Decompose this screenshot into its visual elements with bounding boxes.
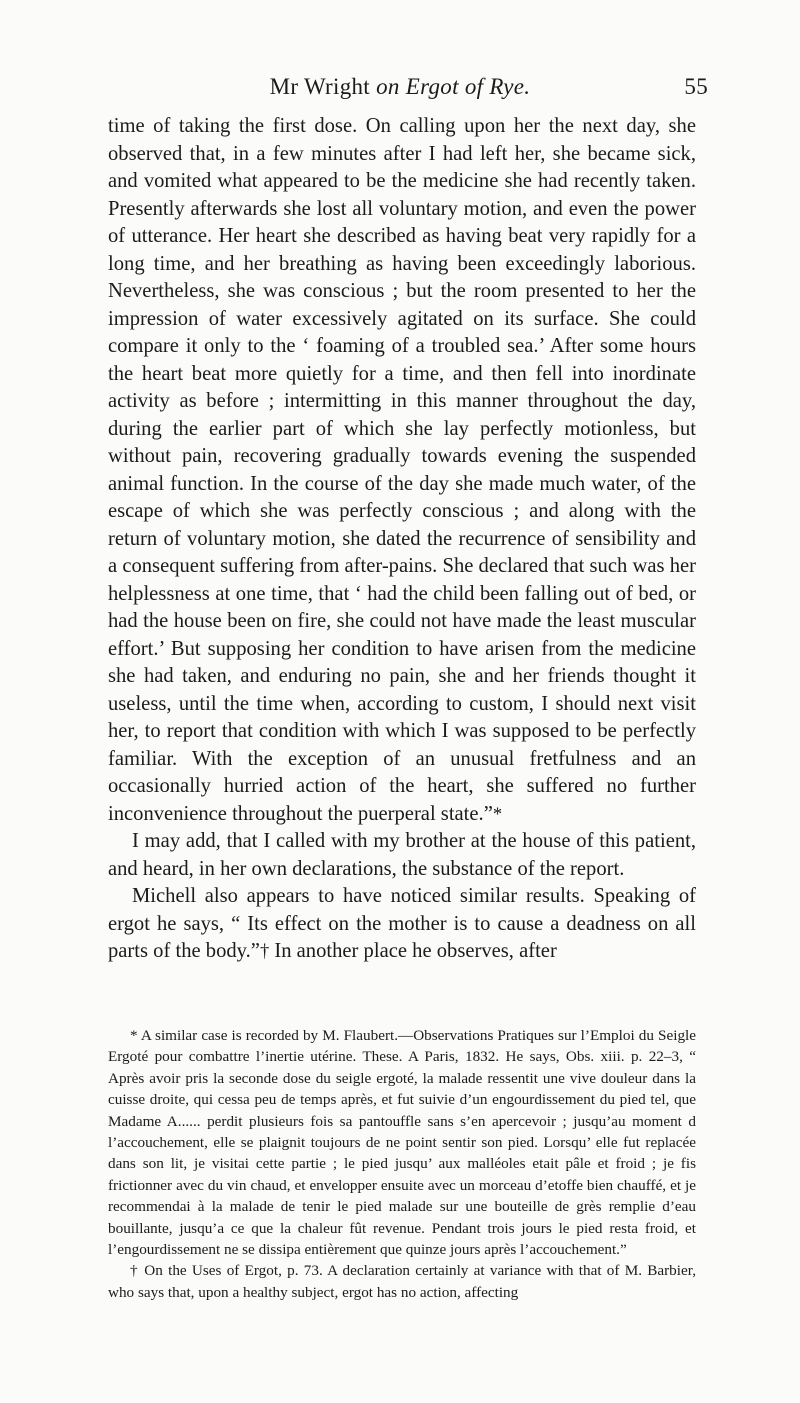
footnote-ref-2: † [259, 941, 270, 962]
footnotes [108, 1025, 696, 1303]
footnote-ref-1: * [492, 803, 503, 825]
paragraph-3-text-b: In another place he observes, after [269, 940, 557, 962]
paragraph-1 [108, 113, 696, 828]
running-head-on: on [376, 74, 400, 99]
running-head [0, 74, 800, 100]
paragraph-1-text: time of taking the first dose. On calling upon her the next day, she observed that, in a few minutes after I had left her, she became sick, and vomited what appeared to be the medicine she had recently taken. Presently afterwards she lost all voluntary motion, and even the power of utterance. Her heart she described as having beat very rapidly for a long time, and her breathing as having been exceedingly laborious. Nevertheless, she was conscious ; but the room presented to her the impression of water excessively agitated on its surface. She could compare it only to the ‘ foaming of a troubled sea.’ After some hours the heart beat more quietly for a time, and then fell into inordinate activity as before ; intermitting in this manner throughout the day, during the earlier part of which she lay perfectly motionless, but without pain, recovering gradually towards evening the suspended animal function. In the course of the day she made much water, of the escape of which she was perfectly conscious ; and along with the return of voluntary motion, she dated the recurrence of sensibility and a consequent suffering from after-pains. She declared that such was her helplessness at one time, that ‘ had the child been falling out of bed, or had the house been on fire, she could not have made the least muscular effort.’ But supposing her condition to have arisen from the medicine she had taken, and enduring no pain, she and her friends thought it useless, until the time when, according to custom, I should next visit her, to report that condition with which I was supposed to be perfectly familiar. With the exception of an unusual fretfulness and an occasionally hurried action of the heart, she suffered no further inconvenience throughout the puerperal state.” [108, 115, 696, 825]
paragraph-2: I may add, that I called with my brother at the house of this patient, and heard, in her own declarations, the substance of the report. [108, 830, 696, 880]
footnote-1: * A similar case is recorded by M. Flaubert.—Observations Pratiques sur l’Emploi du Seigle Ergoté pour combattre l’inertie utérine. These. A Paris, 1832. He says, Obs. xiii. p. 22–3, “ Après avoir pris la seconde dose du seigle ergoté, la malade ressentit une vive douleur dans la cuisse droite, qui cessa peu de temps après, et fut suivie d’un engourdissement du pied tel, que Madame A...... perdit plusieurs fois sa pantouffle sans s’en apercevoir ; jusqu’au moment d l’accouchement, elle se plaignit toujours de ne point sentir son pied. Lorsqu’ elle fut replacée dans son lit, je visitai cette partie ; le pied jusqu’ aux malléoles etait pâle et froid ; je fis frictionner avec du vin chaud, et envelopper ensuite avec un morceau d’etoffe bien chauffé, et je recommendai à la malade de tenir le pied malade sur une bouteille de grès remplie d’eau bouillante, jusqu’a ce que la chaleur fût revenue. Pendant trois jours le pied resta froid, et l’engourdissement ne se dissipa entièrement que quinze jours après l’accouchement.” [108, 1027, 696, 1259]
paragraph-3 [108, 883, 696, 966]
body-text [108, 113, 696, 966]
paragraph-3-text-a: Michell also appears to have noticed similar results. Speaking of ergot he says, “ Its effect on the mother is to cause a deadness on all parts of the body.” [108, 885, 696, 962]
page-number: 55 [684, 74, 708, 99]
page-header [0, 74, 800, 108]
running-head-subject: Ergot of Rye. [405, 74, 531, 99]
footnote-2: † On the Uses of Ergot, p. 73. A declaration certainly at variance with that of M. Barbier, who says that, upon a healthy subject, ergot has no action, affecting [108, 1262, 696, 1301]
running-head-author: Mr Wright [269, 74, 370, 99]
